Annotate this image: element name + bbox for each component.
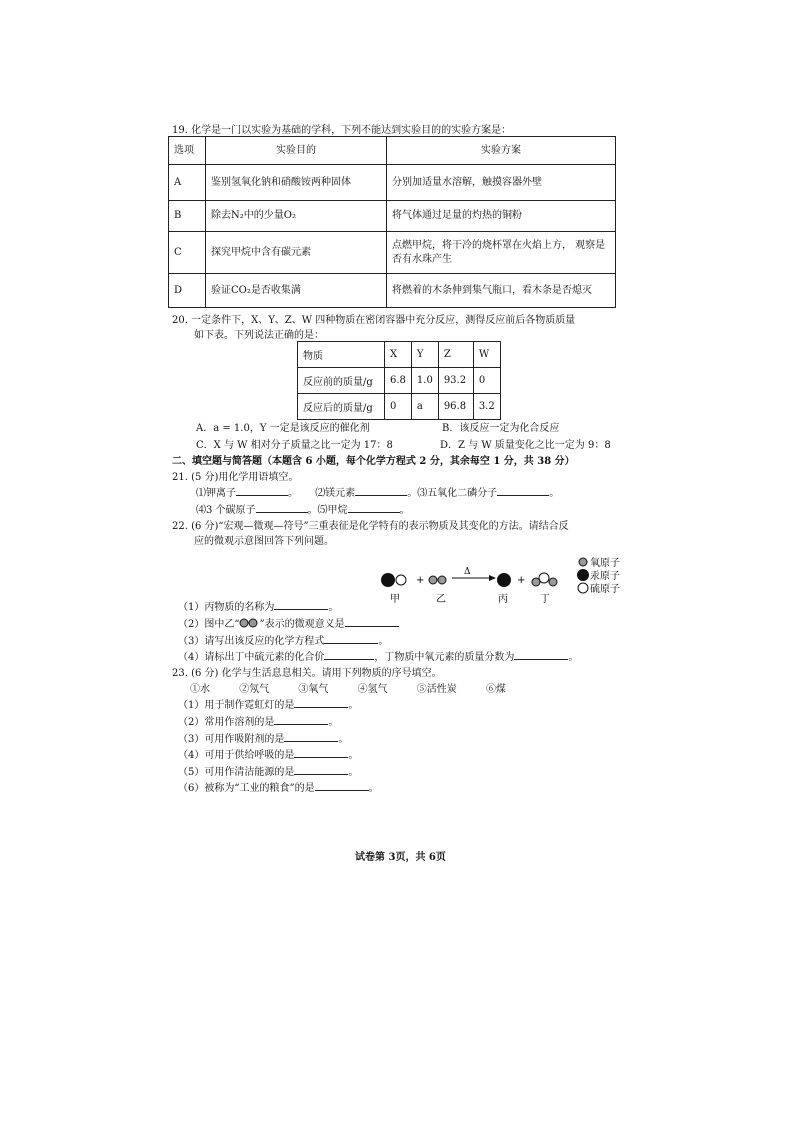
table-row <box>298 368 501 394</box>
q20-header-y: Y <box>411 342 438 368</box>
q22-blank-3[interactable] <box>324 633 378 644</box>
q19-table <box>168 136 616 308</box>
q21-item-5: ⑸甲烷 <box>317 505 348 516</box>
q19-header-purpose: 实验目的 <box>206 137 387 165</box>
q22-sub-2 <box>178 615 399 630</box>
q23-end-mark: 。 <box>348 750 359 761</box>
q22-sub-4-text-a: （4）请标出丁中硫元素的化合价 <box>178 652 325 663</box>
q21-blank-1[interactable] <box>236 485 288 496</box>
q20-cell: a <box>411 394 438 420</box>
q20-cell: 0 <box>385 394 412 420</box>
q19-cell-plan: 将气体通过足量的灼热的铜粉 <box>387 201 616 232</box>
q19-cell-option: B <box>169 201 206 232</box>
q19-header-plan: 实验方案 <box>387 137 616 165</box>
q22-blank-5[interactable] <box>514 649 568 660</box>
q22-end-mark: 。 <box>378 636 389 647</box>
q20-cell: 3.2 <box>473 394 500 420</box>
q22-sub-4 <box>178 648 578 663</box>
q21-line2: ⑷3 个碳原子 。⑸甲烷 。 <box>196 501 410 516</box>
q21-blank-4[interactable] <box>256 502 308 513</box>
q23-sub-4 <box>178 746 358 761</box>
q23-option-water: ①水 <box>190 684 210 695</box>
oxygen-atom-icon <box>429 576 437 584</box>
q19-cell-purpose: 鉴别氢氧化钠和硝酸铵两种固体 <box>206 165 387 201</box>
q22-blank-1[interactable] <box>274 599 328 610</box>
plus-sign: + <box>517 575 526 586</box>
q20-option-d: D．Z 与 W 质量变化之比一定为 9：8 <box>440 440 611 451</box>
q23-option-activated-carbon: ⑤活性炭 <box>416 684 457 695</box>
plus-sign: + <box>416 575 425 586</box>
reaction-diagram <box>376 556 654 606</box>
q23-blank-2[interactable] <box>274 714 328 725</box>
q23-sub-5-text: （5）可用作清洁能源的是 <box>178 767 295 778</box>
q19-cell-plan: 点燃甲烷，将干冷的烧杯罩在火焰上方， 观察是否有水珠产生 <box>387 232 616 274</box>
q23-sub-1 <box>178 696 358 711</box>
q23-blank-5[interactable] <box>294 764 348 775</box>
q23-option-hydrogen: ④氢气 <box>357 684 388 695</box>
table-row <box>169 232 616 274</box>
q23-options <box>190 680 506 695</box>
q23-blank-6[interactable] <box>315 780 369 791</box>
q19-cell-purpose: 验证CO₂是否收集满 <box>206 274 387 308</box>
q22-sub-3 <box>178 632 388 647</box>
q20-option-c: C．X 与 W 相对分子质量之比一定为 17：8 <box>196 440 393 451</box>
page-footer: 试卷第 3页，共 6页 <box>355 852 446 863</box>
q20-cell: 1.0 <box>411 368 438 394</box>
label-ding: 丁 <box>540 594 550 605</box>
label-jia: 甲 <box>390 594 400 605</box>
q20-header-x: X <box>385 342 412 368</box>
q20-title-line2: 如下表。下列说法正确的是： <box>194 330 324 341</box>
q21-title: 21. (5 分)用化学用语填空。 <box>172 472 299 483</box>
table-row <box>169 165 616 201</box>
q19-cell-purpose: 除去N₂中的少量O₂ <box>206 201 387 232</box>
q23-title: 23. (6 分) 化学与生活息息相关。请用下列物质的序号填空。 <box>172 668 442 679</box>
q23-end-mark: 。 <box>368 783 379 794</box>
q22-sub-2-text-b: ”表示的微观意义是 <box>259 619 345 630</box>
label-yi: 乙 <box>436 594 446 605</box>
q23-sub-6-text: （6）被称为“工业的粮食”的是 <box>178 783 315 794</box>
q20-header-w: W <box>473 342 500 368</box>
q21-blank-3[interactable] <box>497 485 549 496</box>
q23-sub-4-text: （4）可用于供给呼吸的是 <box>178 750 295 761</box>
q22-sub-2-text-a: （2）图中乙“ <box>178 619 240 630</box>
q23-blank-4[interactable] <box>294 747 348 758</box>
q20-header-z: Z <box>438 342 473 368</box>
q20-cell: 96.8 <box>438 394 473 420</box>
q23-sub-3 <box>178 730 348 745</box>
q22-sub-1-text: （1）丙物质的名称为 <box>178 602 275 613</box>
q21-item-2: ⑵镁元素 <box>315 488 356 499</box>
q22-sub-1 <box>178 598 338 613</box>
q19-cell-option: C <box>169 232 206 274</box>
q23-blank-3[interactable] <box>284 731 338 742</box>
q23-sub-3-text: （3）可用作吸附剂的是 <box>178 734 285 745</box>
q20-cell: 反应前的质量/g <box>298 368 385 394</box>
q23-option-coal: ⑥煤 <box>485 684 506 695</box>
q22-title-line2: 应的微观示意图回答下列问题。 <box>194 536 334 547</box>
legend-oxygen: 氧原子 <box>590 558 620 569</box>
arrow-head-icon <box>489 575 496 581</box>
q20-table <box>297 341 501 420</box>
q23-end-mark: 。 <box>338 734 349 745</box>
section-2-heading: 二、填空题与简答题（本题含 6 小题，每个化学方程式 2 分，其余每空 1 分，共 38 分） <box>172 456 575 467</box>
q23-sub-1-text: （1）用于制作霓虹灯的是 <box>178 700 295 711</box>
q20-option-a: A．a = 1.0，Y 一定是该反应的催化剂 <box>196 423 370 434</box>
table-row <box>169 201 616 232</box>
q21-item-1: ⑴钾离子 <box>196 488 236 499</box>
heat-symbol: Δ <box>464 567 471 577</box>
oxygen-molecule-icon <box>239 618 259 628</box>
q21-item-3: ⑶五氧化二磷分子 <box>417 488 498 499</box>
oxygen-atom-icon <box>438 576 446 584</box>
sulfur-atom-icon <box>539 573 549 583</box>
q21-end-mark: 。 <box>549 488 560 499</box>
q20-cell: 反应后的质量/g <box>298 394 385 420</box>
q23-blank-1[interactable] <box>294 697 348 708</box>
q19-title: 19. 化学是一门以实验为基础的学科，下列不能达到实验目的的实验方案是： <box>172 125 512 136</box>
q23-end-mark: 。 <box>348 767 359 778</box>
q19-header-option: 选项 <box>169 137 206 165</box>
q23-sub-2-text: （2）常用作溶剂的是 <box>178 717 275 728</box>
q22-end-mark: 。 <box>568 652 579 663</box>
mercury-atom-icon <box>497 573 511 587</box>
table-row <box>169 274 616 308</box>
q20-title-line1: 20. 一定条件下，X、Y、Z、W 四种物质在密闭容器中充分反应，测得反应前后各物质质量 <box>172 315 576 326</box>
q23-sub-6 <box>178 779 379 794</box>
table-row <box>298 394 501 420</box>
q20-cell: 6.8 <box>385 368 412 394</box>
q23-end-mark: 。 <box>348 700 359 711</box>
q22-end-mark: 。 <box>328 602 339 613</box>
oxygen-atom-icon <box>549 578 557 586</box>
q21-item-4: ⑷3 个碳原子 <box>196 505 256 516</box>
q19-cell-plan: 将燃着的木条伸到集气瓶口，看木条是否熄灭 <box>387 274 616 308</box>
q20-cell: 0 <box>473 368 500 394</box>
sulfur-atom-icon <box>578 583 588 593</box>
oxygen-atom-icon <box>579 558 587 566</box>
oxygen-atom-icon <box>396 575 406 585</box>
q19-cell-option: A <box>169 165 206 201</box>
q22-title-line1: 22. (6 分)“宏观—微观—符号”三重表征是化学特有的表示物质及其变化的方法。请结合反 <box>172 521 569 532</box>
q23-sub-5 <box>178 763 358 778</box>
q23-end-mark: 。 <box>328 717 339 728</box>
legend-mercury: 汞原子 <box>590 571 620 582</box>
mercury-atom-icon <box>381 573 395 587</box>
q22-blank-2[interactable] <box>345 616 399 627</box>
legend-sulfur: 硫原子 <box>590 584 620 595</box>
q21-end-mark: 。 <box>399 505 410 516</box>
q22-sub-3-text: （3）请写出该反应的化学方程式 <box>178 636 325 647</box>
q19-cell-plan: 分别加适量水溶解，触摸容器外壁 <box>387 165 616 201</box>
q21-blank-5[interactable] <box>348 502 400 513</box>
q22-blank-4[interactable] <box>324 649 374 660</box>
q20-option-b: B．该反应一定为化合反应 <box>442 423 560 434</box>
mercury-atom-icon <box>577 569 589 581</box>
q20-header-substance: 物质 <box>298 342 385 368</box>
q21-blank-2[interactable] <box>355 485 407 496</box>
q23-option-oxygen: ③氧气 <box>298 684 329 695</box>
q19-cell-option: D <box>169 274 206 308</box>
label-bing: 丙 <box>498 594 508 605</box>
q21-line1: ⑴钾离子 。 ⑵镁元素 。⑶五氧化二磷分子 。 <box>196 484 559 499</box>
q22-sub-4-text-b: ，丁物质中氧元素的质量分数为 <box>374 652 515 663</box>
q19-cell-purpose: 探究甲烷中含有碳元素 <box>206 232 387 274</box>
q20-cell: 93.2 <box>438 368 473 394</box>
q23-sub-2 <box>178 713 338 728</box>
q23-option-neon: ②氖气 <box>239 684 270 695</box>
